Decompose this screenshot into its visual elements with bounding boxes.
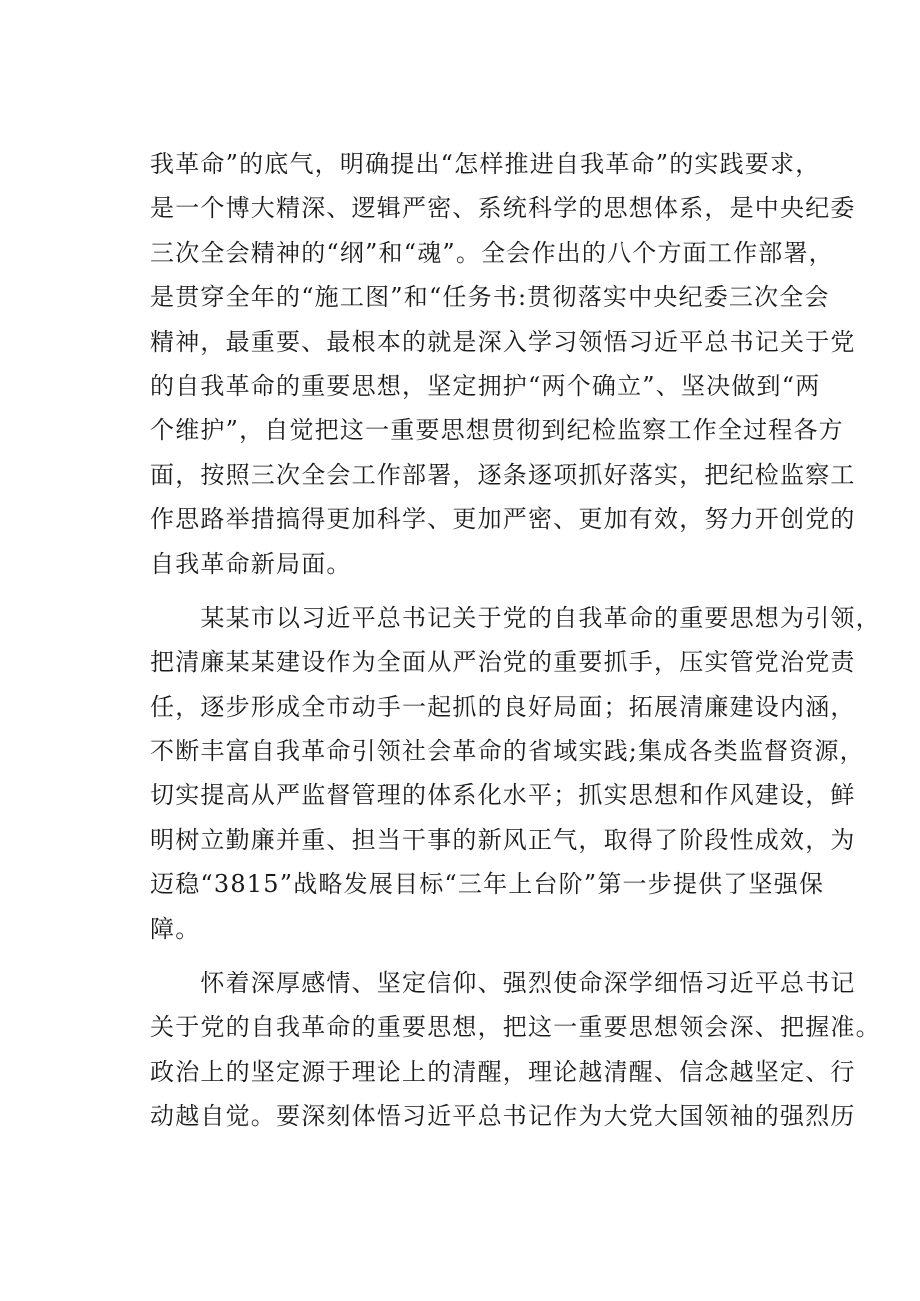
text-line: 面，按照三次全会工作部署，逐条逐项抓好落实，把纪检监察工 [150,460,856,489]
text-line: 的自我革命的重要思想，坚定拥护“两个确立”、坚决做到“两 [150,371,821,400]
paragraph-gap [150,586,810,596]
text-line: 任，逐步形成全市动手一起抓的良好局面；拓展清廉建设内涵， [150,692,856,721]
text-line: 三次全会精神的“纲”和“魂”。全会作出的八个方面工作部署， [150,238,834,267]
text-line: 我革命”的底气，明确提出“怎样推进自我革命”的实践要求， [150,150,821,178]
text-line: 是一个博大精深、逻辑严密、系统科学的思想体系，是中央纪委 [150,194,856,223]
text-line: 不断丰富自我革命引领社会革命的省域实践;集成各类监督资源， [150,737,865,766]
text-line: 某某市以习近平总书记关于党的自我革命的重要思想为引领， [150,603,881,632]
text-line: 精神，最重要、最根本的就是深入学习领悟习近平总书记关于党 [150,327,856,356]
text-line: 把清廉某某建设作为全面从严治党的重要抓手，压实管党治党责 [150,648,856,677]
text-line: 作思路举措搞得更加科学、更加严密、更加有效，努力开创党的 [150,505,856,534]
text-line: 怀着深厚感情、坚定信仰、强烈使命深学细悟习近平总书记 [150,969,856,998]
text-line: 自我革命新局面。 [150,549,352,578]
text-line: 障。 [150,914,201,943]
text-line: 政治上的坚定源于理论上的清醒，理论越清醒、信念越坚定、行 [150,1057,856,1086]
text-line: 是贯穿全年的“施工图”和“任务书:贯彻落实中央纪委三次全会 [150,283,830,312]
body-text [150,142,881,1139]
text-line: 迈稳“3815”战略发展目标“三年上台阶”第一步提供了坚强保 [150,870,825,899]
text-line: 动越自觉。要深刻体悟习近平总书记作为大党大国领袖的强烈历 [150,1102,856,1131]
paragraph-gap [150,951,810,961]
text-line: 切实提高从严监督管理的体系化水平；抓实思想和作风建设，鲜 [150,781,856,810]
text-line: 关于党的自我革命的重要思想，把这一重要思想领会深、把握准。 [150,1013,881,1042]
text-line: 个维护”，自觉把这一重要思想贯彻到纪检监察工作全过程各方 [150,416,844,445]
text-line: 明树立勤廉并重、担当干事的新风正气，取得了阶段性成效，为 [150,825,856,854]
